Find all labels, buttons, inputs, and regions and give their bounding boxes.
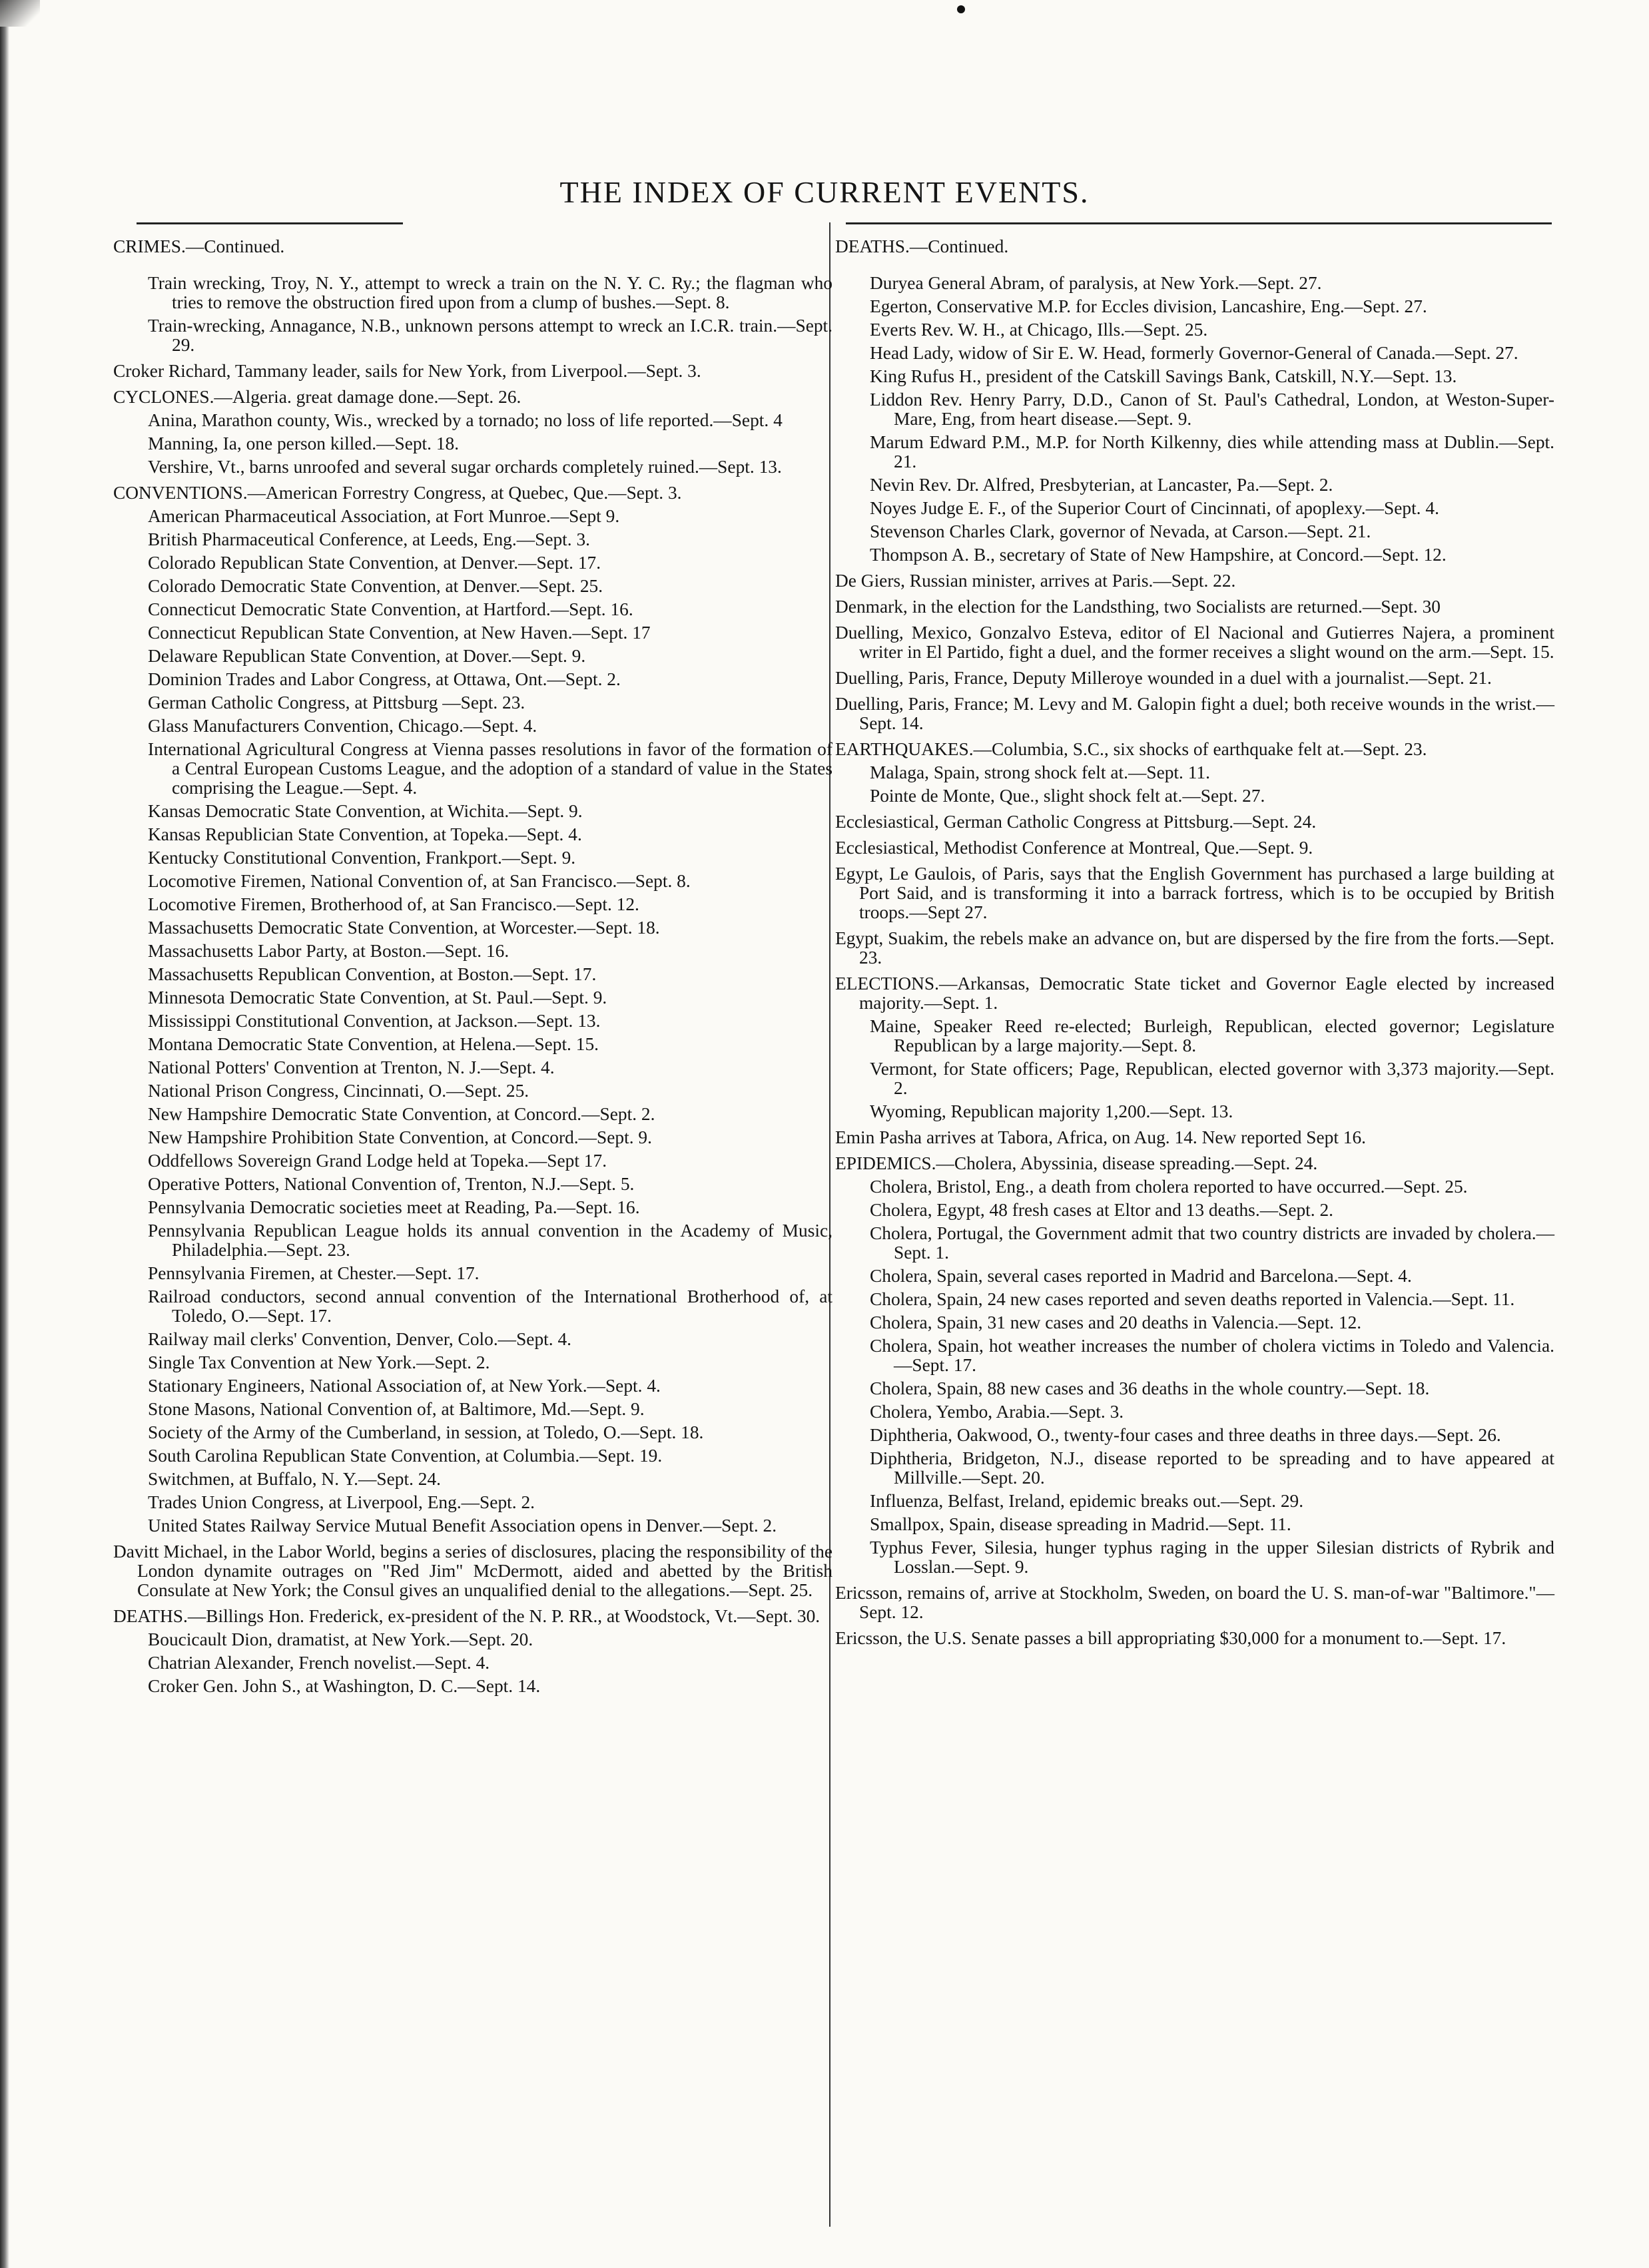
index-subentry: Connecticut Democratic State Convention, at Hartford.—Sept. 16. <box>148 599 633 619</box>
index-subentry: Delaware Republican State Convention, at Dover.—Sept. 9. <box>148 646 586 666</box>
index-subentry: Society of the Army of the Cumberland, in session, at Toledo, O.—Sept. 18. <box>148 1422 704 1442</box>
index-subentry: Diphtheria, Bridgeton, N.J., disease reported to be spreading and to have appeared at Millville.—Sept. 20. <box>870 1448 1554 1488</box>
index-entry: Emin Pasha arrives at Tabora, Africa, on Aug. 14. New reported Sept 16. <box>835 1127 1367 1147</box>
index-subentry: Croker Gen. John S., at Washington, D. C.—Sept. 14. <box>148 1676 541 1696</box>
index-entry: EPIDEMICS.—Cholera, Abyssinia, disease spreading.—Sept. 24. <box>835 1153 1318 1173</box>
index-subentry: Massachusetts Republican Convention, at Boston.—Sept. 17. <box>148 964 597 984</box>
index-subentry: Massachusetts Democratic State Convention, at Worcester.—Sept. 18. <box>148 918 660 938</box>
title-rule-right <box>846 222 1552 224</box>
index-subentry: United States Railway Service Mutual Benefit Association opens in Denver.—Sept. 2. <box>148 1516 777 1536</box>
index-entry: Duelling, Paris, France, Deputy Milleroye wounded in a duel with a journalist.—Sept. 21. <box>835 668 1492 688</box>
index-entry: Duelling, Mexico, Gonzalvo Esteva, editor of El Nacional and Gutierres Najera, a prominent writer in El Partido, fight a duel, and the former receives a slight wound on the arm.—Sept. 15. <box>835 623 1554 662</box>
title-rule-left <box>137 222 403 224</box>
index-entry: EARTHQUAKES.—Columbia, S.C., six shocks of earthquake felt at.—Sept. 23. <box>835 739 1427 759</box>
index-entry: Egypt, Suakim, the rebels make an advance on, but are dispersed by the fire from the forts.—Sept. 23. <box>835 928 1554 968</box>
index-subentry: Cholera, Spain, 24 new cases reported and seven deaths reported in Valencia.—Sept. 11. <box>870 1289 1515 1309</box>
index-entry: Ericsson, the U.S. Senate passes a bill appropriating $30,000 for a monument to.—Sept. 17. <box>835 1628 1506 1648</box>
index-subentry: Cholera, Egypt, 48 fresh cases at Eltor and 13 deaths.—Sept. 2. <box>870 1200 1334 1220</box>
left-column <box>113 237 832 1700</box>
index-subentry: Malaga, Spain, strong shock felt at.—Sept. 11. <box>870 762 1210 782</box>
index-subentry: Cholera, Spain, 88 new cases and 36 deaths in the whole country.—Sept. 18. <box>870 1378 1430 1398</box>
index-subentry: New Hampshire Prohibition State Convention, at Concord.—Sept. 9. <box>148 1127 652 1147</box>
page-title: THE INDEX OF CURRENT EVENTS. <box>559 175 1090 209</box>
index-subentry: Mississippi Constitutional Convention, at Jackson.—Sept. 13. <box>148 1011 601 1031</box>
index-subentry: King Rufus H., president of the Catskill Savings Bank, Catskill, N.Y.—Sept. 13. <box>870 366 1457 386</box>
index-subentry: Train-wrecking, Annagance, N.B., unknown persons attempt to wreck an I.C.R. train.—Sept. 29. <box>148 316 832 355</box>
index-subentry: Minnesota Democratic State Convention, at St. Paul.—Sept. 9. <box>148 988 607 1007</box>
index-subentry: New Hampshire Democratic State Convention, at Concord.—Sept. 2. <box>148 1104 655 1124</box>
index-subentry: Switchmen, at Buffalo, N. Y.—Sept. 24. <box>148 1469 442 1489</box>
index-subentry: Cholera, Spain, 31 new cases and 20 deaths in Valencia.—Sept. 12. <box>870 1312 1362 1332</box>
index-subentry: Wyoming, Republican majority 1,200.—Sept. 13. <box>870 1101 1233 1121</box>
index-subentry: Thompson A. B., secretary of State of New Hampshire, at Concord.—Sept. 12. <box>870 545 1447 565</box>
index-subentry: Railroad conductors, second annual convention of the International Brotherhood of, at Toledo, O.—Sept. 17. <box>148 1286 832 1326</box>
ink-dot <box>957 5 965 13</box>
index-entry: Duelling, Paris, France; M. Levy and M. Galopin fight a duel; both receive wounds in the wrist.—Sept. 14. <box>835 694 1554 733</box>
index-subentry: Kansas Republician State Convention, at Topeka.—Sept. 4. <box>148 824 582 844</box>
index-subentry: Glass Manufacturers Convention, Chicago.—Sept. 4. <box>148 716 537 736</box>
index-subentry: Locomotive Firemen, Brotherhood of, at San Francisco.—Sept. 12. <box>148 894 639 914</box>
index-entry: Davitt Michael, in the Labor World, begins a series of disclosures, placing the responsibility of the London dynamite outrages on "Red Jim" McDermott, aided and abetted by the British Consulate at New York; the Consul gives an unqualified denial to the allegations.—Sept. 25. <box>113 1542 832 1600</box>
index-subentry: Noyes Judge E. F., of the Superior Court of Cincinnati, of apoplexy.—Sept. 4. <box>870 498 1439 518</box>
index-subentry: Cholera, Yembo, Arabia.—Sept. 3. <box>870 1402 1124 1422</box>
index-subentry: Locomotive Firemen, National Convention of, at San Francisco.—Sept. 8. <box>148 871 691 891</box>
left-entry-list <box>113 274 832 1696</box>
index-subentry: National Prison Congress, Cincinnati, O.—Sept. 25. <box>148 1081 529 1101</box>
index-subentry: Kentucky Constitutional Convention, Frankport.—Sept. 9. <box>148 848 576 868</box>
index-subentry: Trades Union Congress, at Liverpool, Eng.—Sept. 2. <box>148 1492 535 1512</box>
index-entry: Croker Richard, Tammany leader, sails for New York, from Liverpool.—Sept. 3. <box>113 361 701 381</box>
index-subentry: Boucicault Dion, dramatist, at New York.—Sept. 20. <box>148 1629 533 1649</box>
index-entry: Egypt, Le Gaulois, of Paris, says that the English Government has purchased a large building at Port Said, and is transforming it into a barrack fortress, which is to be occupied by British troops.—Sept 27. <box>835 864 1554 922</box>
index-subentry: Kansas Democratic State Convention, at Wichita.—Sept. 9. <box>148 801 583 821</box>
index-subentry: Operative Potters, National Convention of, Trenton, N.J.—Sept. 5. <box>148 1174 635 1194</box>
index-subentry: Pennsylvania Democratic societies meet at Reading, Pa.—Sept. 16. <box>148 1197 640 1217</box>
index-subentry: Dominion Trades and Labor Congress, at Ottawa, Ont.—Sept. 2. <box>148 669 621 689</box>
index-subentry: Head Lady, widow of Sir E. W. Head, formerly Governor-General of Canada.—Sept. 27. <box>870 343 1518 363</box>
index-entry: Ecclesiastical, Methodist Conference at Montreal, Que.—Sept. 9. <box>835 838 1313 858</box>
index-subentry: British Pharmaceutical Conference, at Leeds, Eng.—Sept. 3. <box>148 529 591 549</box>
index-entry: De Giers, Russian minister, arrives at Paris.—Sept. 22. <box>835 571 1236 591</box>
scan-corner <box>0 0 40 27</box>
index-subentry: Train wrecking, Troy, N. Y., attempt to wreck a train on the N. Y. C. Ry.; the flagman who tries to remove the obstruction fired upon from a clump of bushes.—Sept. 8. <box>148 273 832 312</box>
index-entry: Denmark, in the election for the Landsthing, two Socialists are returned.—Sept. 30 <box>835 597 1441 617</box>
index-subentry: Everts Rev. W. H., at Chicago, Ills.—Sept. 25. <box>870 320 1208 340</box>
index-subentry: Influenza, Belfast, Ireland, epidemic breaks out.—Sept. 29. <box>870 1491 1304 1511</box>
index-subentry: Chatrian Alexander, French novelist.—Sept. 4. <box>148 1653 490 1673</box>
index-subentry: Montana Democratic State Convention, at Helena.—Sept. 15. <box>148 1034 599 1054</box>
index-subentry: Diphtheria, Oakwood, O., twenty-four cases and three deaths in three days.—Sept. 26. <box>870 1425 1501 1445</box>
index-subentry: Vermont, for State officers; Page, Republican, elected governor with 3,373 majority.—Sept. 2. <box>870 1059 1554 1098</box>
index-subentry: Cholera, Spain, hot weather increases the number of cholera victims in Toledo and Valencia.—Sept. 17. <box>870 1336 1554 1375</box>
index-subentry: Anina, Marathon county, Wis., wrecked by a tornado; no loss of life reported.—Sept. 4 <box>148 410 783 430</box>
index-subentry: Manning, Ia, one person killed.—Sept. 18. <box>148 433 460 453</box>
index-subentry: German Catholic Congress, at Pittsburg —Sept. 23. <box>148 693 525 712</box>
index-subentry: Stationary Engineers, National Association of, at New York.—Sept. 4. <box>148 1376 661 1396</box>
index-subentry: Colorado Democratic State Convention, at Denver.—Sept. 25. <box>148 576 603 596</box>
index-subentry: Smallpox, Spain, disease spreading in Madrid.—Sept. 11. <box>870 1514 1291 1534</box>
index-subentry: Railway mail clerks' Convention, Denver, Colo.—Sept. 4. <box>148 1329 572 1349</box>
index-subentry: Oddfellows Sovereign Grand Lodge held at Topeka.—Sept 17. <box>148 1151 607 1171</box>
index-subentry: Marum Edward P.M., M.P. for North Kilkenny, dies while attending mass at Dublin.—Sept. 21. <box>870 432 1554 471</box>
index-subentry: Nevin Rev. Dr. Alfred, Presbyterian, at Lancaster, Pa.—Sept. 2. <box>870 475 1333 495</box>
index-entry: CYCLONES.—Algeria. great damage done.—Sept. 26. <box>113 387 521 407</box>
index-subentry: American Pharmaceutical Association, at Fort Munroe.—Sept 9. <box>148 506 620 526</box>
index-subentry: Liddon Rev. Henry Parry, D.D., Canon of St. Paul's Cathedral, London, at Weston-Super-Mare, Eng, from heart disease.—Sept. 9. <box>870 390 1554 429</box>
index-subentry: National Potters' Convention at Trenton, N. J.—Sept. 4. <box>148 1057 555 1077</box>
index-entry: ELECTIONS.—Arkansas, Democratic State ticket and Governor Eagle elected by increased majority.—Sept. 1. <box>835 974 1554 1013</box>
index-subentry: Typhus Fever, Silesia, hunger typhus raging in the upper Silesian districts of Rybrik and Losslan.—Sept. 9. <box>870 1538 1554 1577</box>
index-subentry: Pennsylvania Firemen, at Chester.—Sept. 17. <box>148 1263 480 1283</box>
index-subentry: Cholera, Spain, several cases reported in Madrid and Barcelona.—Sept. 4. <box>870 1266 1412 1286</box>
right-column <box>835 237 1554 1652</box>
index-subentry: Pennsylvania Republican League holds its annual convention in the Academy of Music, Philadelphia.—Sept. 23. <box>148 1221 832 1260</box>
index-subentry: Duryea General Abram, of paralysis, at New York.—Sept. 27. <box>870 273 1322 293</box>
index-subentry: Vershire, Vt., barns unroofed and several sugar orchards completely ruined.—Sept. 13. <box>148 457 782 477</box>
index-subentry: Stevenson Charles Clark, governor of Nevada, at Carson.—Sept. 21. <box>870 521 1371 541</box>
right-entry-list <box>835 274 1554 1648</box>
right-column-header: DEATHS.—Continued. <box>835 236 1009 256</box>
index-subentry: South Carolina Republican State Convention, at Columbia.—Sept. 19. <box>148 1446 663 1466</box>
index-subentry: Connecticut Republican State Convention, at New Haven.—Sept. 17 <box>148 623 651 643</box>
index-entry: CONVENTIONS.—American Forrestry Congress, at Quebec, Que.—Sept. 3. <box>113 483 682 503</box>
index-entry: Ericsson, remains of, arrive at Stockholm, Sweden, on board the U. S. man-of-war "Baltimore."—Sept. 12. <box>835 1583 1554 1622</box>
index-subentry: Pointe de Monte, Que., slight shock felt at.—Sept. 27. <box>870 786 1265 806</box>
index-entry: DEATHS.—Billings Hon. Frederick, ex-president of the N. P. RR., at Woodstock, Vt.—Sept. 30. <box>113 1606 821 1626</box>
index-subentry: Colorado Republican State Convention, at Denver.—Sept. 17. <box>148 553 601 573</box>
index-subentry: Maine, Speaker Reed re-elected; Burleigh, Republican, elected governor; Legislature Republican by a large majority.—Sept. 8. <box>870 1016 1554 1055</box>
index-subentry: Massachusetts Labor Party, at Boston.—Sept. 16. <box>148 941 509 961</box>
index-entry: Ecclesiastical, German Catholic Congress at Pittsburg.—Sept. 24. <box>835 812 1317 832</box>
index-subentry: Stone Masons, National Convention of, at Baltimore, Md.—Sept. 9. <box>148 1399 645 1419</box>
index-subentry: Cholera, Bristol, Eng., a death from cholera reported to have occurred.—Sept. 25. <box>870 1177 1468 1197</box>
left-column-header: CRIMES.—Continued. <box>113 236 285 256</box>
index-subentry: Egerton, Conservative M.P. for Eccles division, Lancashire, Eng.—Sept. 27. <box>870 296 1427 316</box>
index-subentry: Cholera, Portugal, the Government admit that two country districts are invaded by cholera.—Sept. 1. <box>870 1223 1554 1263</box>
index-subentry: Single Tax Convention at New York.—Sept. 2. <box>148 1352 490 1372</box>
index-subentry: International Agricultural Congress at Vienna passes resolutions in favor of the formation of a Central European Customs League, and the adoption of a standard of value in the States comprising the League.—Sept. 4. <box>148 739 832 798</box>
scan-edge <box>0 0 9 2268</box>
